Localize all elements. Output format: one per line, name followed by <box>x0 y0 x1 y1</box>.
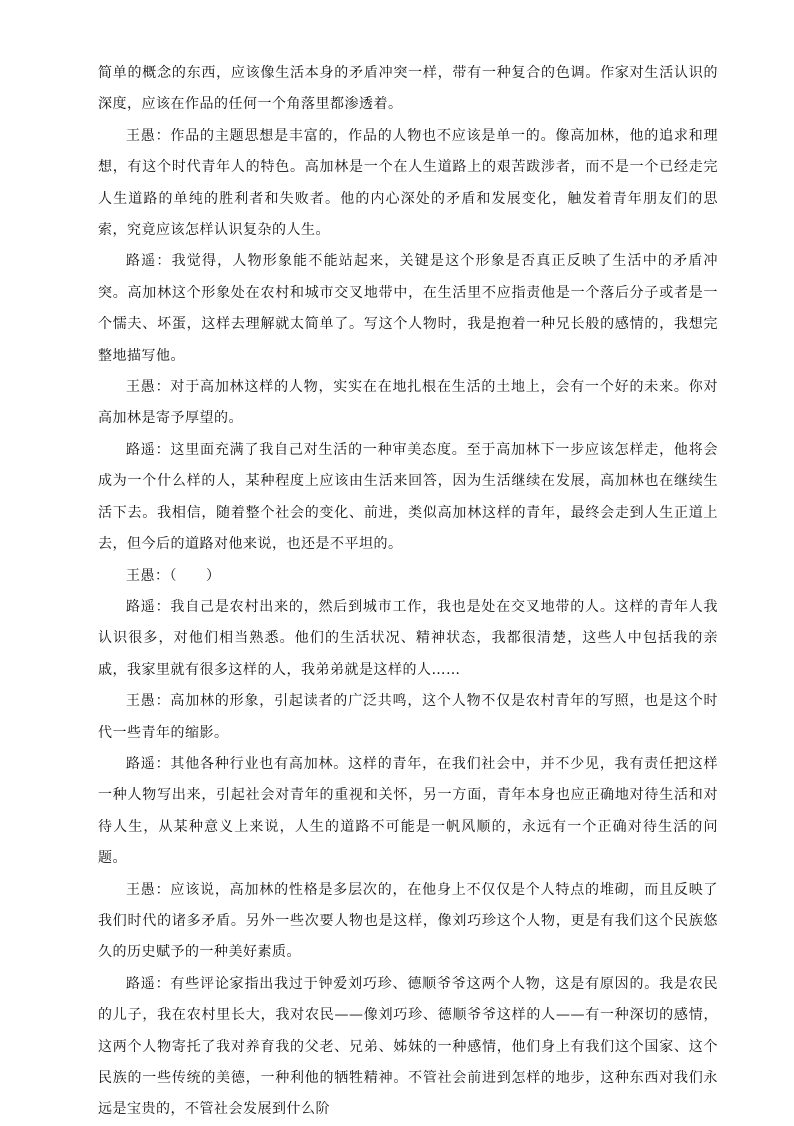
paragraph-11: 路遥：有些评论家指出我过于钟爱刘巧珍、德顺爷爷这两个人物，这是有原因的。我是农民的儿子，我在农村里长大，我对农民——像刘巧珍、德顺爷爷这样的人——有一种深切的感情，这两个人物寄托了我对养育我的父老、兄弟、姊妹的一种感情，他们身上有我们这个国家、这个民族的一些传统的美德，一种利他的牺牲精神。不管社会前进到怎样的地步，这种东西对我们永远是宝贵的，不管社会发展到什么阶 <box>98 975 718 1118</box>
paragraph-4: 王愚：对于高加林这样的人物，实实在在地扎根在生活的土地上，会有一个好的未来。你对高加林是寄予厚望的。 <box>98 379 718 427</box>
paragraph-8: 王愚：高加林的形象，引起读者的广泛共鸣，这个人物不仅是农村青年的写照，也是这个时代一些青年的缩影。 <box>98 693 718 741</box>
document-body <box>98 58 718 1126</box>
paragraph-1: 简单的概念的东西，应该像生活本身的矛盾冲突一样，带有一种复合的色调。作家对生活认识的深度，应该在作品的任何一个角落里都渗透着。 <box>98 65 718 113</box>
paragraph-5: 路遥：这里面充满了我自己对生活的一种审美态度。至于高加林下一步应该怎样走，他将会成为一个什么样的人，某种程度上应该由生活来回答，因为生活继续在发展，高加林也在继续生活下去。我相信，随着整个社会的变化、前进，类似高加林这样的青年，最终会走到人生正道上去，但今后的道路对他来说，也还是不平坦的。 <box>98 441 718 553</box>
paragraph-6: 王愚：（ ） <box>126 567 221 584</box>
paragraph-7: 路遥：我自己是农村出来的，然后到城市工作，我也是处在交叉地带的人。这样的青年人我认识很多，对他们相当熟悉。他们的生活状况、精神状态，我都很清楚，这些人中包括我的亲戚，我家里就有很多这样的人，我弟弟就是这样的人…… <box>98 598 718 678</box>
paragraph-2: 王愚：作品的主题思想是丰富的，作品的人物也不应该是单一的。像高加林，他的追求和理想，有这个时代青年人的特色。高加林是一个在人生道路上的艰苦跋涉者，而不是一个已经走完人生道路的单纯的胜利者和失败者。他的内心深处的矛盾和发展变化，触发着青年朋友们的思索，究竟应该怎样认识复杂的人生。 <box>98 127 718 239</box>
paragraph-9: 路遥：其他各种行业也有高加林。这样的青年，在我们社会中，并不少见，我有责任把这样一种人物写出来，引起社会对青年的重视和关怀，另一方面，青年本身也应正确地对待生活和对待人生，从某种意义上来说，人生的道路不可能是一帆风顺的，永远有一个正确对待生活的问题。 <box>98 755 718 867</box>
paragraph-10: 王愚：应该说，高加林的性格是多层次的，在他身上不仅仅是个人特点的堆砌，而且反映了我们时代的诸多矛盾。另外一些次要人物也是这样，像刘巧珍这个人物，更是有我们这个民族悠久的历史赋予的一种美好素质。 <box>98 881 718 961</box>
paragraph-3: 路遥：我觉得，人物形象能不能站起来，关键是这个形象是否真正反映了生活中的矛盾冲突。高加林这个形象处在农村和城市交叉地带中，在生活里不应指责他是一个落后分子或者是一个懦夫、坏蛋，这样去理解就太简单了。写这个人物时，我是抱着一种兄长般的感情的，我想完整地描写他。 <box>98 253 718 364</box>
